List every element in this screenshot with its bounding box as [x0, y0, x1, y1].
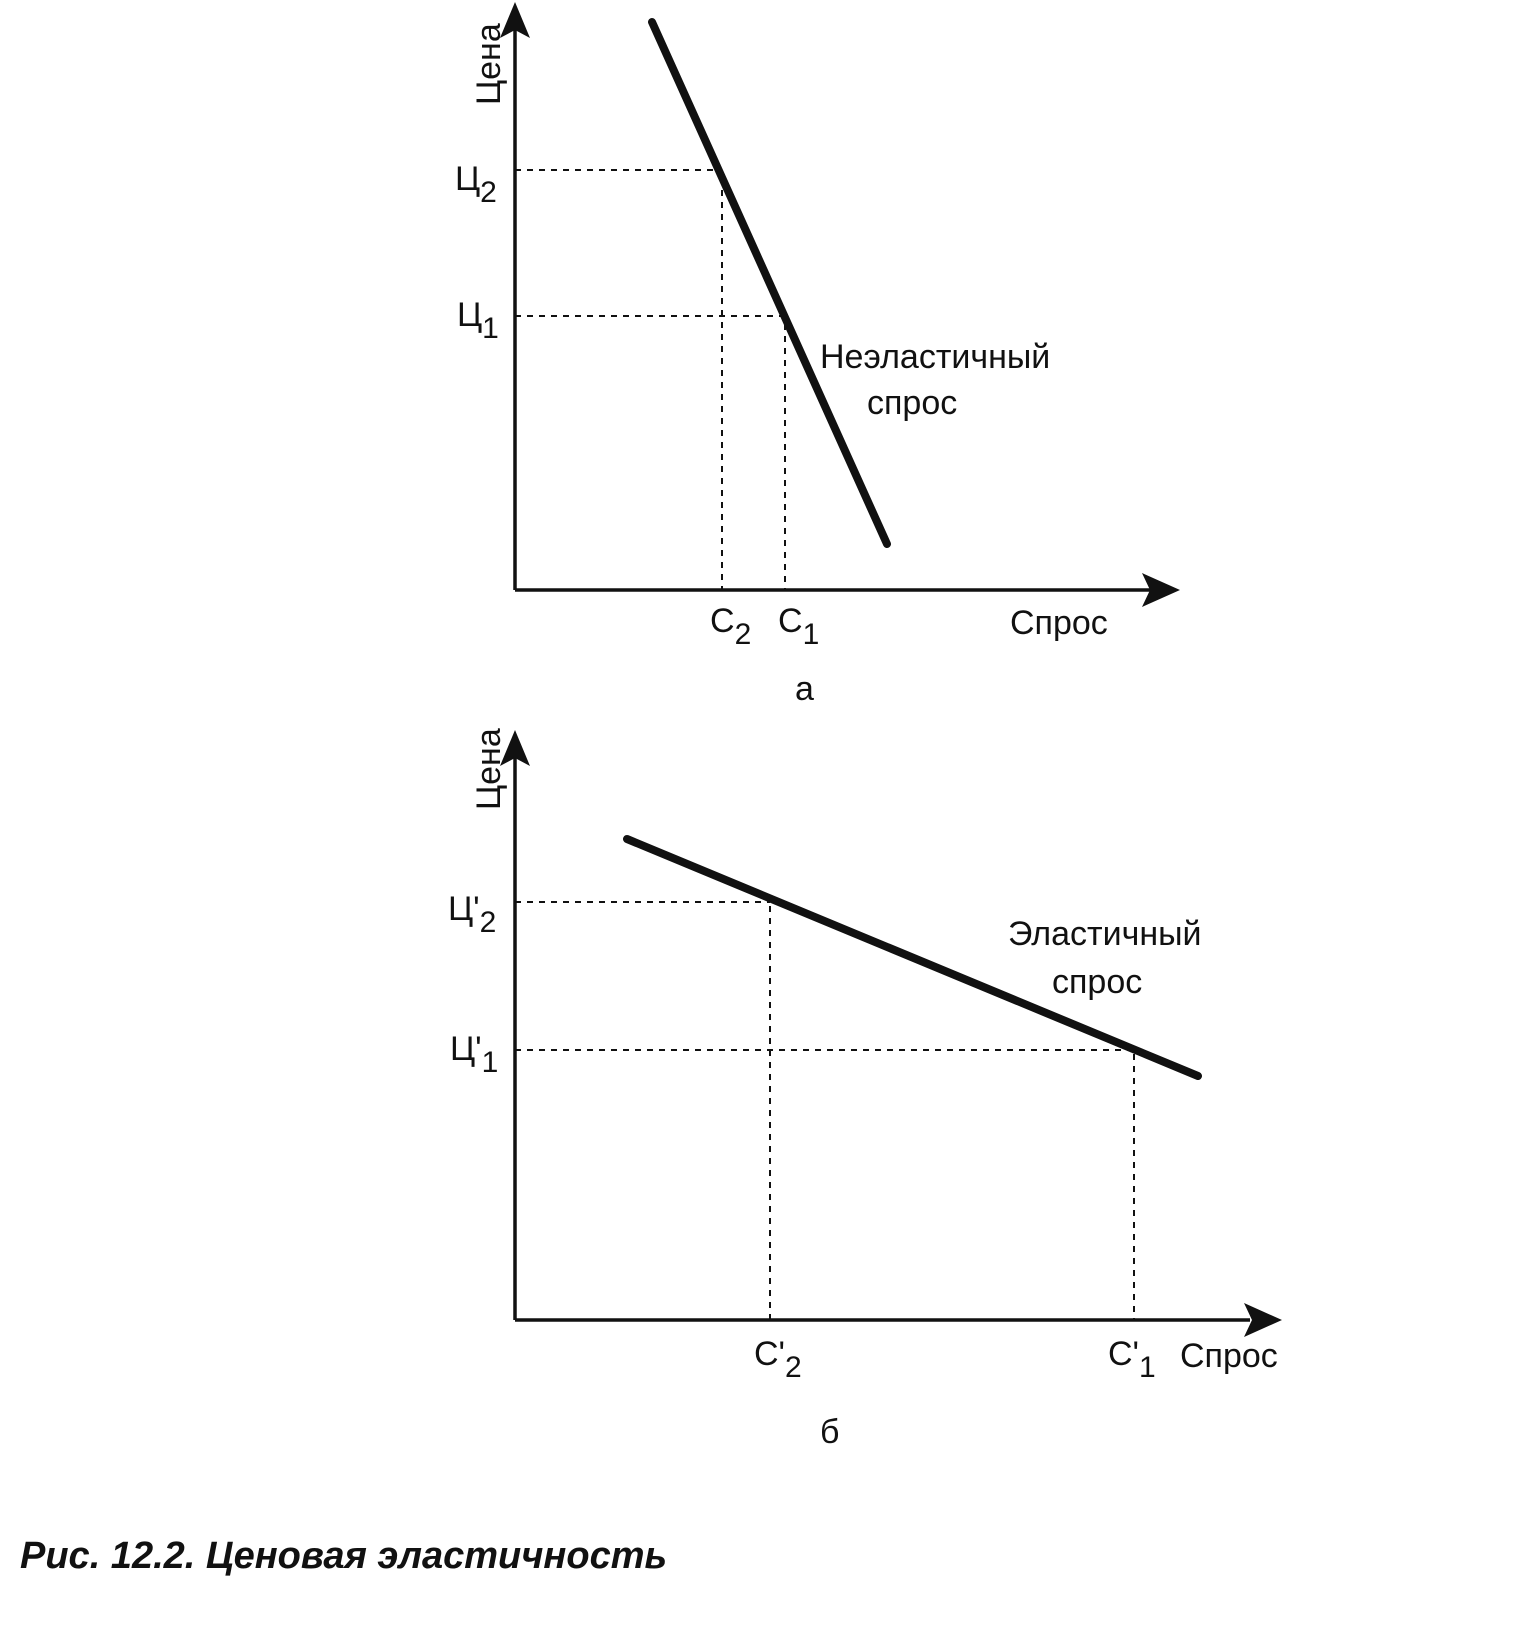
figure-caption: Рис. 12.2. Ценовая эластичность	[20, 1535, 668, 1577]
panel-b-curve-label-line2: спрос	[1052, 963, 1143, 1001]
panel-b-letter: б	[820, 1413, 840, 1451]
panel-b-qty-low-label: С'2	[754, 1335, 802, 1384]
panel-b-price-low-label: Ц'1	[450, 1030, 499, 1079]
panel-a-qty-high-label: С1	[778, 602, 820, 651]
panel-b-qty-high-label: С'1	[1108, 1335, 1156, 1384]
panel-b-demand-curve	[627, 839, 1198, 1076]
panel-a-price-low-label: Ц1	[457, 296, 499, 345]
panel-a-y-axis-label: Цена	[470, 23, 508, 105]
panel-a-letter: а	[795, 670, 814, 708]
panel-b-x-axis-label: Спрос	[1180, 1337, 1278, 1375]
panel-a-demand-curve	[652, 22, 887, 544]
panel-a-price-high-label: Ц2	[455, 160, 497, 209]
panel-a-curve-label-line2: спрос	[867, 384, 958, 422]
panel-a-x-axis-label: Спрос	[1010, 604, 1108, 642]
panel-a-curve-label-line1: Неэластичный	[820, 338, 1051, 376]
panel-b-y-axis-label: Цена	[470, 728, 508, 810]
panel-b-elastic	[448, 728, 1282, 1451]
panel-a-qty-low-label: С2	[710, 602, 752, 651]
panel-b-price-high-label: Ц'2	[448, 890, 497, 939]
panel-a-inelastic	[455, 2, 1180, 708]
panel-b-curve-label-line1: Эластичный	[1008, 915, 1202, 953]
